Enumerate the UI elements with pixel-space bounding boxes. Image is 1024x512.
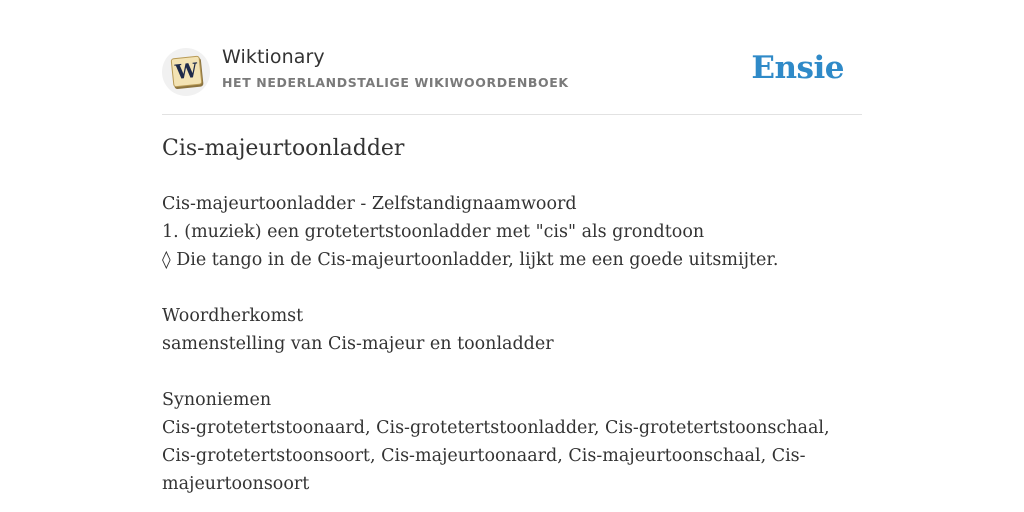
- entry-definition: 1. (muziek) een grotetertstoonladder met "cis" als grondtoon: [162, 222, 705, 242]
- synonyms-label: Synoniemen: [162, 390, 272, 410]
- entry-example: ◊ Die tango in de Cis-majeurtoonladder, lijkt me een goede uitsmijter.: [162, 250, 779, 270]
- entry-heading: Cis-majeurtoonladder - Zelfstandignaamwoord: [162, 194, 577, 214]
- spacer: [162, 274, 862, 302]
- etymology-text: samenstelling van Cis-majeur en toonladder: [162, 334, 554, 354]
- site-name[interactable]: Wiktionary: [222, 46, 325, 68]
- site-tagline: HET NEDERLANDSTALIGE WIKIWOORDENBOEK: [222, 75, 569, 90]
- synonyms-text: Cis-grotetertstoonaard, Cis-grotetertstoonladder, Cis-grotetertstoonschaal, Cis-grotetertstoonsoort, Cis-majeurtoonaard, Cis-majeurtoonschaal, Cis-majeurtoonsoort: [162, 418, 830, 494]
- ensie-brand-logo[interactable]: Ensie: [751, 50, 844, 86]
- wiktionary-logo-icon[interactable]: [162, 48, 210, 96]
- etymology-label: Woordherkomst: [162, 306, 304, 326]
- page-title: Cis-majeurtoonladder: [162, 136, 405, 161]
- logo-tile: W: [171, 56, 203, 88]
- spacer: [162, 358, 862, 386]
- entry-content: [162, 190, 862, 498]
- header: [162, 44, 862, 115]
